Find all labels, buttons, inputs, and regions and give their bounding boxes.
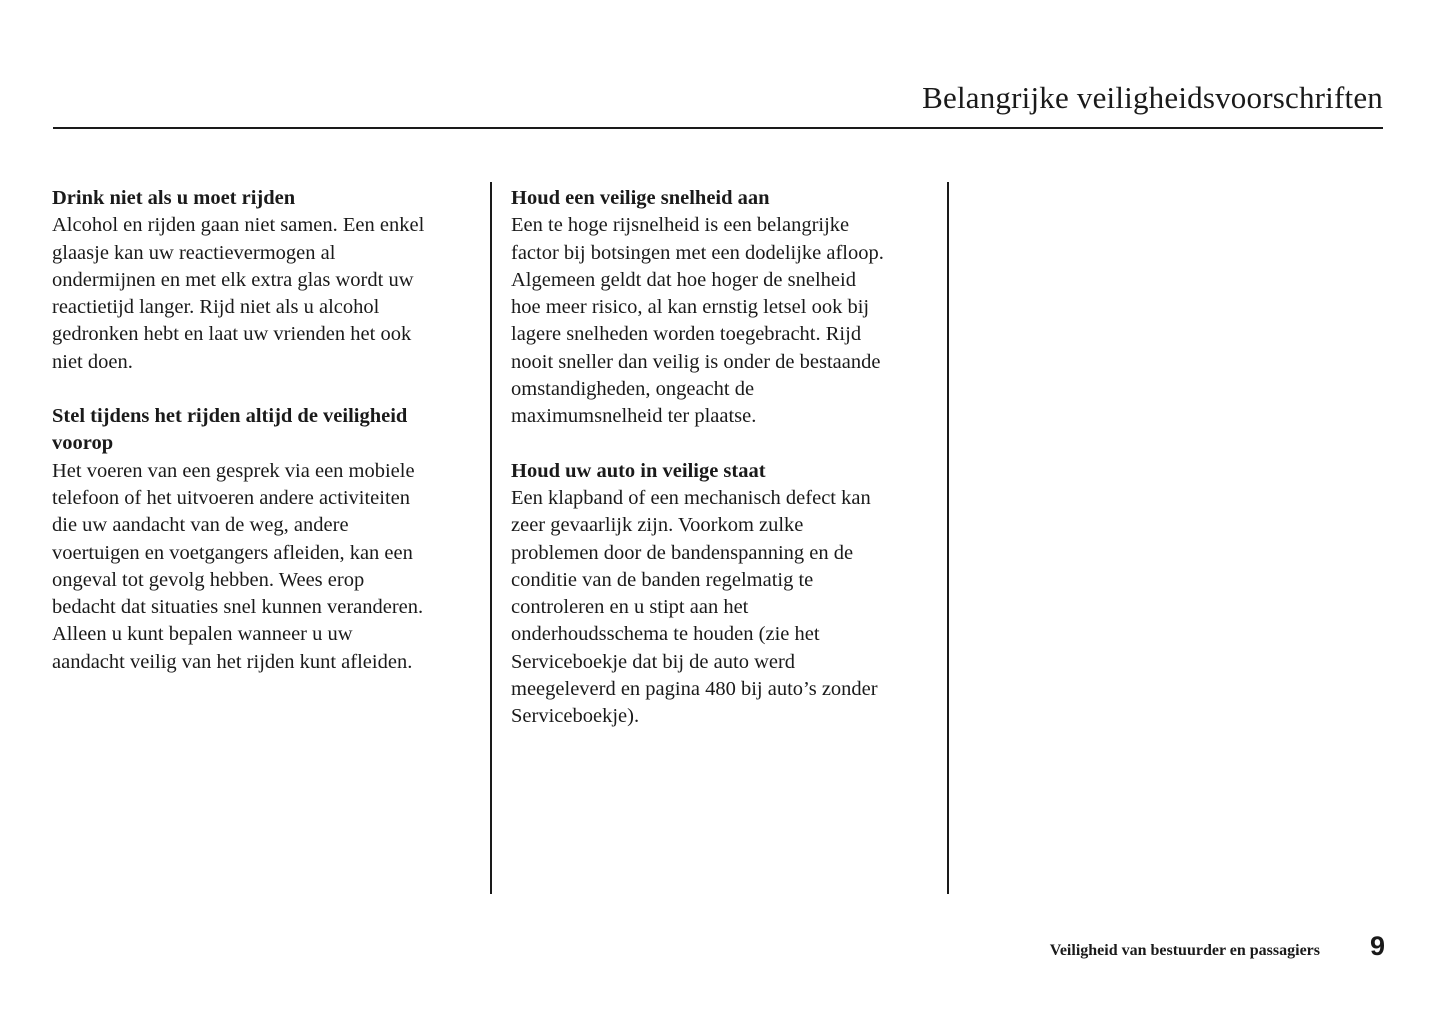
title-rule: [53, 127, 1383, 129]
body-line: voertuigen en voetgangers afleiden, kan een: [52, 541, 413, 564]
section-heading: Houd een veilige snelheid aan: [511, 187, 770, 209]
body-line: Serviceboekje).: [511, 705, 640, 728]
body-line: ondermijnen en met elk extra glas wordt uw: [52, 268, 414, 291]
section-heading: Stel tijdens het rijden altijd de veiligheid voorop: [52, 405, 408, 455]
body-line: maximumsnelheid ter plaatse.: [511, 405, 757, 428]
body-line: gedronken hebt en laat uw vrienden het ook: [52, 323, 412, 346]
body-line: problemen door de bandenspanning en de: [511, 541, 854, 564]
body-line: Het voeren van een gesprek via een mobiele: [52, 459, 415, 482]
body-line: zeer gevaarlijk zijn. Voorkom zulke: [511, 514, 804, 537]
body-line: omstandigheden, ongeacht de: [511, 378, 755, 401]
body-line: aandacht veilig van het rijden kunt afleiden.: [52, 650, 413, 673]
body-line: hoe meer risico, al kan ernstig letsel ook bij: [511, 296, 870, 319]
body-line: nooit sneller dan veilig is onder de bestaande: [511, 350, 881, 373]
footer-section-label: Veiligheid van bestuurder en passagiers: [1049, 942, 1320, 959]
section-safety-first: [52, 403, 482, 676]
body-line: Algemeen geldt dat hoe hoger de snelheid: [511, 268, 856, 291]
page-number: 9: [1369, 931, 1385, 961]
body-line: meegeleverd en pagina 480 bij auto’s zonder: [511, 678, 878, 701]
body-line: lagere snelheden worden toegebracht. Rijd: [511, 323, 862, 346]
section-safe-speed: [511, 185, 936, 431]
column-divider-left: [490, 182, 492, 894]
body-line: conditie van de banden regelmatig te: [511, 568, 814, 591]
body-line: Een te hoge rijsnelheid is een belangrijke: [511, 214, 850, 237]
middle-column: [511, 185, 936, 758]
section-drink-driving: [52, 185, 482, 376]
page-title: Belangrijke veiligheidsvoorschriften: [922, 80, 1383, 115]
body-line: Een klapband of een mechanisch defect kan: [511, 486, 871, 509]
body-line: niet doen.: [52, 350, 133, 373]
body-line: Alleen u kunt bepalen wanneer u uw: [52, 623, 353, 646]
section-heading: Houd uw auto in veilige staat: [511, 459, 766, 482]
section-heading: Drink niet als u moet rijden: [52, 187, 296, 209]
body-line: ongeval tot gevolg hebben. Wees erop: [52, 568, 365, 591]
body-line: Alcohol en rijden gaan niet samen. Een enkel: [52, 214, 425, 237]
body-line: die uw aandacht van de weg, andere: [52, 514, 349, 537]
body-line: glaasje kan uw reactievermogen al: [52, 241, 336, 264]
column-divider-right: [947, 182, 949, 894]
body-line: bedacht dat situaties snel kunnen veranderen.: [52, 596, 424, 619]
left-column: [52, 185, 482, 703]
body-line: reactietijd langer. Rijd niet als u alcohol: [52, 296, 380, 319]
body-line: factor bij botsingen met een dodelijke afloop.: [511, 241, 884, 264]
section-safe-vehicle: [511, 458, 936, 731]
body-line: Serviceboekje dat bij de auto werd: [511, 650, 796, 673]
body-line: controleren en u stipt aan het: [511, 596, 749, 619]
body-line: onderhoudsschema te houden (zie het: [511, 623, 820, 646]
body-line: telefoon of het uitvoeren andere activiteiten: [52, 486, 411, 509]
